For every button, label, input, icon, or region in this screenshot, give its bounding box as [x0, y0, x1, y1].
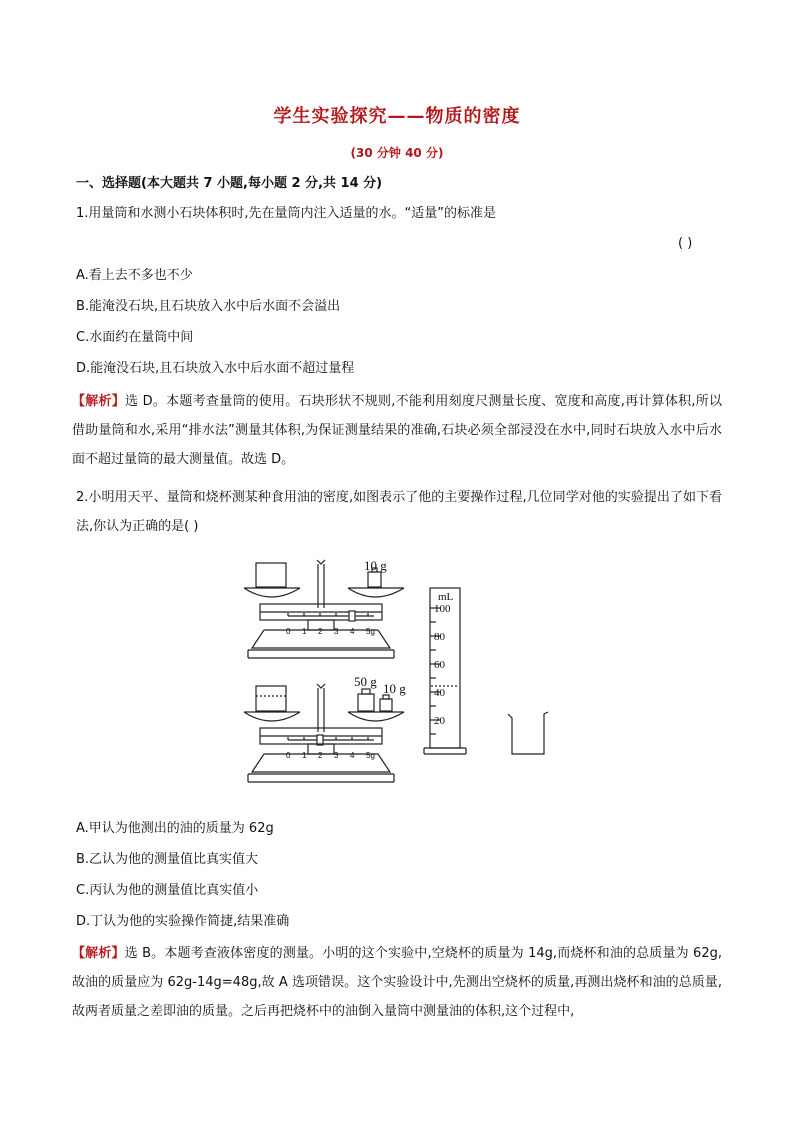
- scale-tick-label-top: 1: [302, 627, 307, 636]
- cylinder-mark-label: 60: [434, 659, 445, 671]
- balance-bottom: [244, 684, 404, 782]
- q2-stem: 2.小明用天平、量筒和烧杯测某种食用油的密度,如图表示了他的主要操作过程,几位同学对他的实验提出了如下看法,你认为正确的是( ): [76, 490, 722, 534]
- q1-option-c: C.水面约在量筒中间: [76, 330, 194, 345]
- weight-50-label: 50 g: [354, 674, 377, 689]
- scale-tick-label-top: 5g: [366, 627, 375, 636]
- weight-10g-icon: [380, 699, 392, 711]
- scale-tick-label-bottom: 5g: [366, 751, 375, 760]
- cylinder-mark-label: 40: [434, 687, 445, 699]
- oil-beaker-icon: [256, 686, 286, 711]
- scale-tick-label-top: 2: [318, 627, 323, 636]
- cylinder-unit-label: mL: [438, 591, 454, 603]
- scale-tick-label-bottom: 1: [302, 751, 307, 760]
- q2-analysis-text: 选 B。本题考查液体密度的测量。小明的这个实验中,空烧杯的质量为 14g,而烧杯和油的总质量为 62g,故油的质量应为 62g-14g=48g,故 A 选项错误。这个实验设计中,先测出空烧杯的质量,再测出烧杯和油的总质量,故两者质量之差即油的质量。之后再把烧杯中的油倒入量筒中测量油的体积,这个过程中,: [72, 946, 722, 1019]
- empty-beaker-icon: [256, 563, 286, 587]
- experiment-figure: [238, 558, 580, 794]
- weight-top-label: 10 g: [364, 558, 387, 573]
- q2-option-b: B.乙认为他的测量值比真实值大: [76, 852, 259, 867]
- weight-10g-icon: [368, 572, 381, 587]
- q2-analysis-label: 【解析】: [72, 946, 125, 961]
- q2-option-c: C.丙认为他的测量值比真实值小: [76, 883, 259, 898]
- q1-stem: 1.用量筒和水测小石块体积时,先在量筒内注入适量的水。“适量”的标准是: [76, 206, 497, 221]
- rider-top-icon: [349, 611, 355, 621]
- cylinder-mark-label: 100: [434, 603, 451, 615]
- balance-top: [244, 560, 404, 658]
- q1-answer-paren: ( ): [678, 236, 693, 251]
- weight-10-label: 10 g: [383, 681, 406, 696]
- scale-tick-label-bottom: 4: [350, 751, 355, 760]
- q2-analysis: [72, 939, 722, 1026]
- q1-option-b: B.能淹没石块,且石块放入水中后水面不会溢出: [76, 299, 341, 314]
- q1-option-d: D.能淹没石块,且石块放入水中后水面不超过量程: [76, 361, 355, 376]
- q1-analysis: [72, 387, 722, 474]
- q1-analysis-label: 【解析】: [72, 394, 125, 409]
- scale-tick-label-bottom: 3: [334, 751, 339, 760]
- cylinder-mark-label: 80: [434, 631, 445, 643]
- experiment-diagram: [238, 558, 580, 794]
- q1-analysis-text: 选 D。本题考查量筒的使用。石块形状不规则,不能利用刻度尺测量长度、宽度和高度,再计算体积,所以借助量筒和水,采用“排水法”测量其体积,为保证测量结果的准确,石块必须全部浸没在水中,同时石块放入水中后水面不超过量筒的最大测量值。故选 D。: [72, 394, 722, 467]
- scale-tick-label-top: 3: [334, 627, 339, 636]
- empty-beaker-small-icon: [508, 712, 548, 754]
- cylinder-mark-label: 20: [434, 715, 445, 727]
- scale-tick-label-bottom: 0: [286, 751, 291, 760]
- weight-50g-icon: [358, 694, 374, 711]
- page-subtitle: (30 分钟 40 分): [350, 146, 444, 160]
- scale-tick-label-bottom: 2: [318, 751, 323, 760]
- page-title: 学生实验探究——物质的密度: [273, 106, 521, 127]
- q1-option-a: A.看上去不多也不少: [76, 268, 193, 283]
- scale-tick-label-top: 4: [350, 627, 355, 636]
- q2-option-a: A.甲认为他测出的油的质量为 62g: [76, 821, 274, 836]
- q2-option-d: D.丁认为他的实验操作简捷,结果准确: [76, 914, 290, 929]
- scale-tick-label-top: 0: [286, 627, 291, 636]
- section-heading: 一、选择题(本大题共 7 小题,每小题 2 分,共 14 分): [76, 176, 383, 191]
